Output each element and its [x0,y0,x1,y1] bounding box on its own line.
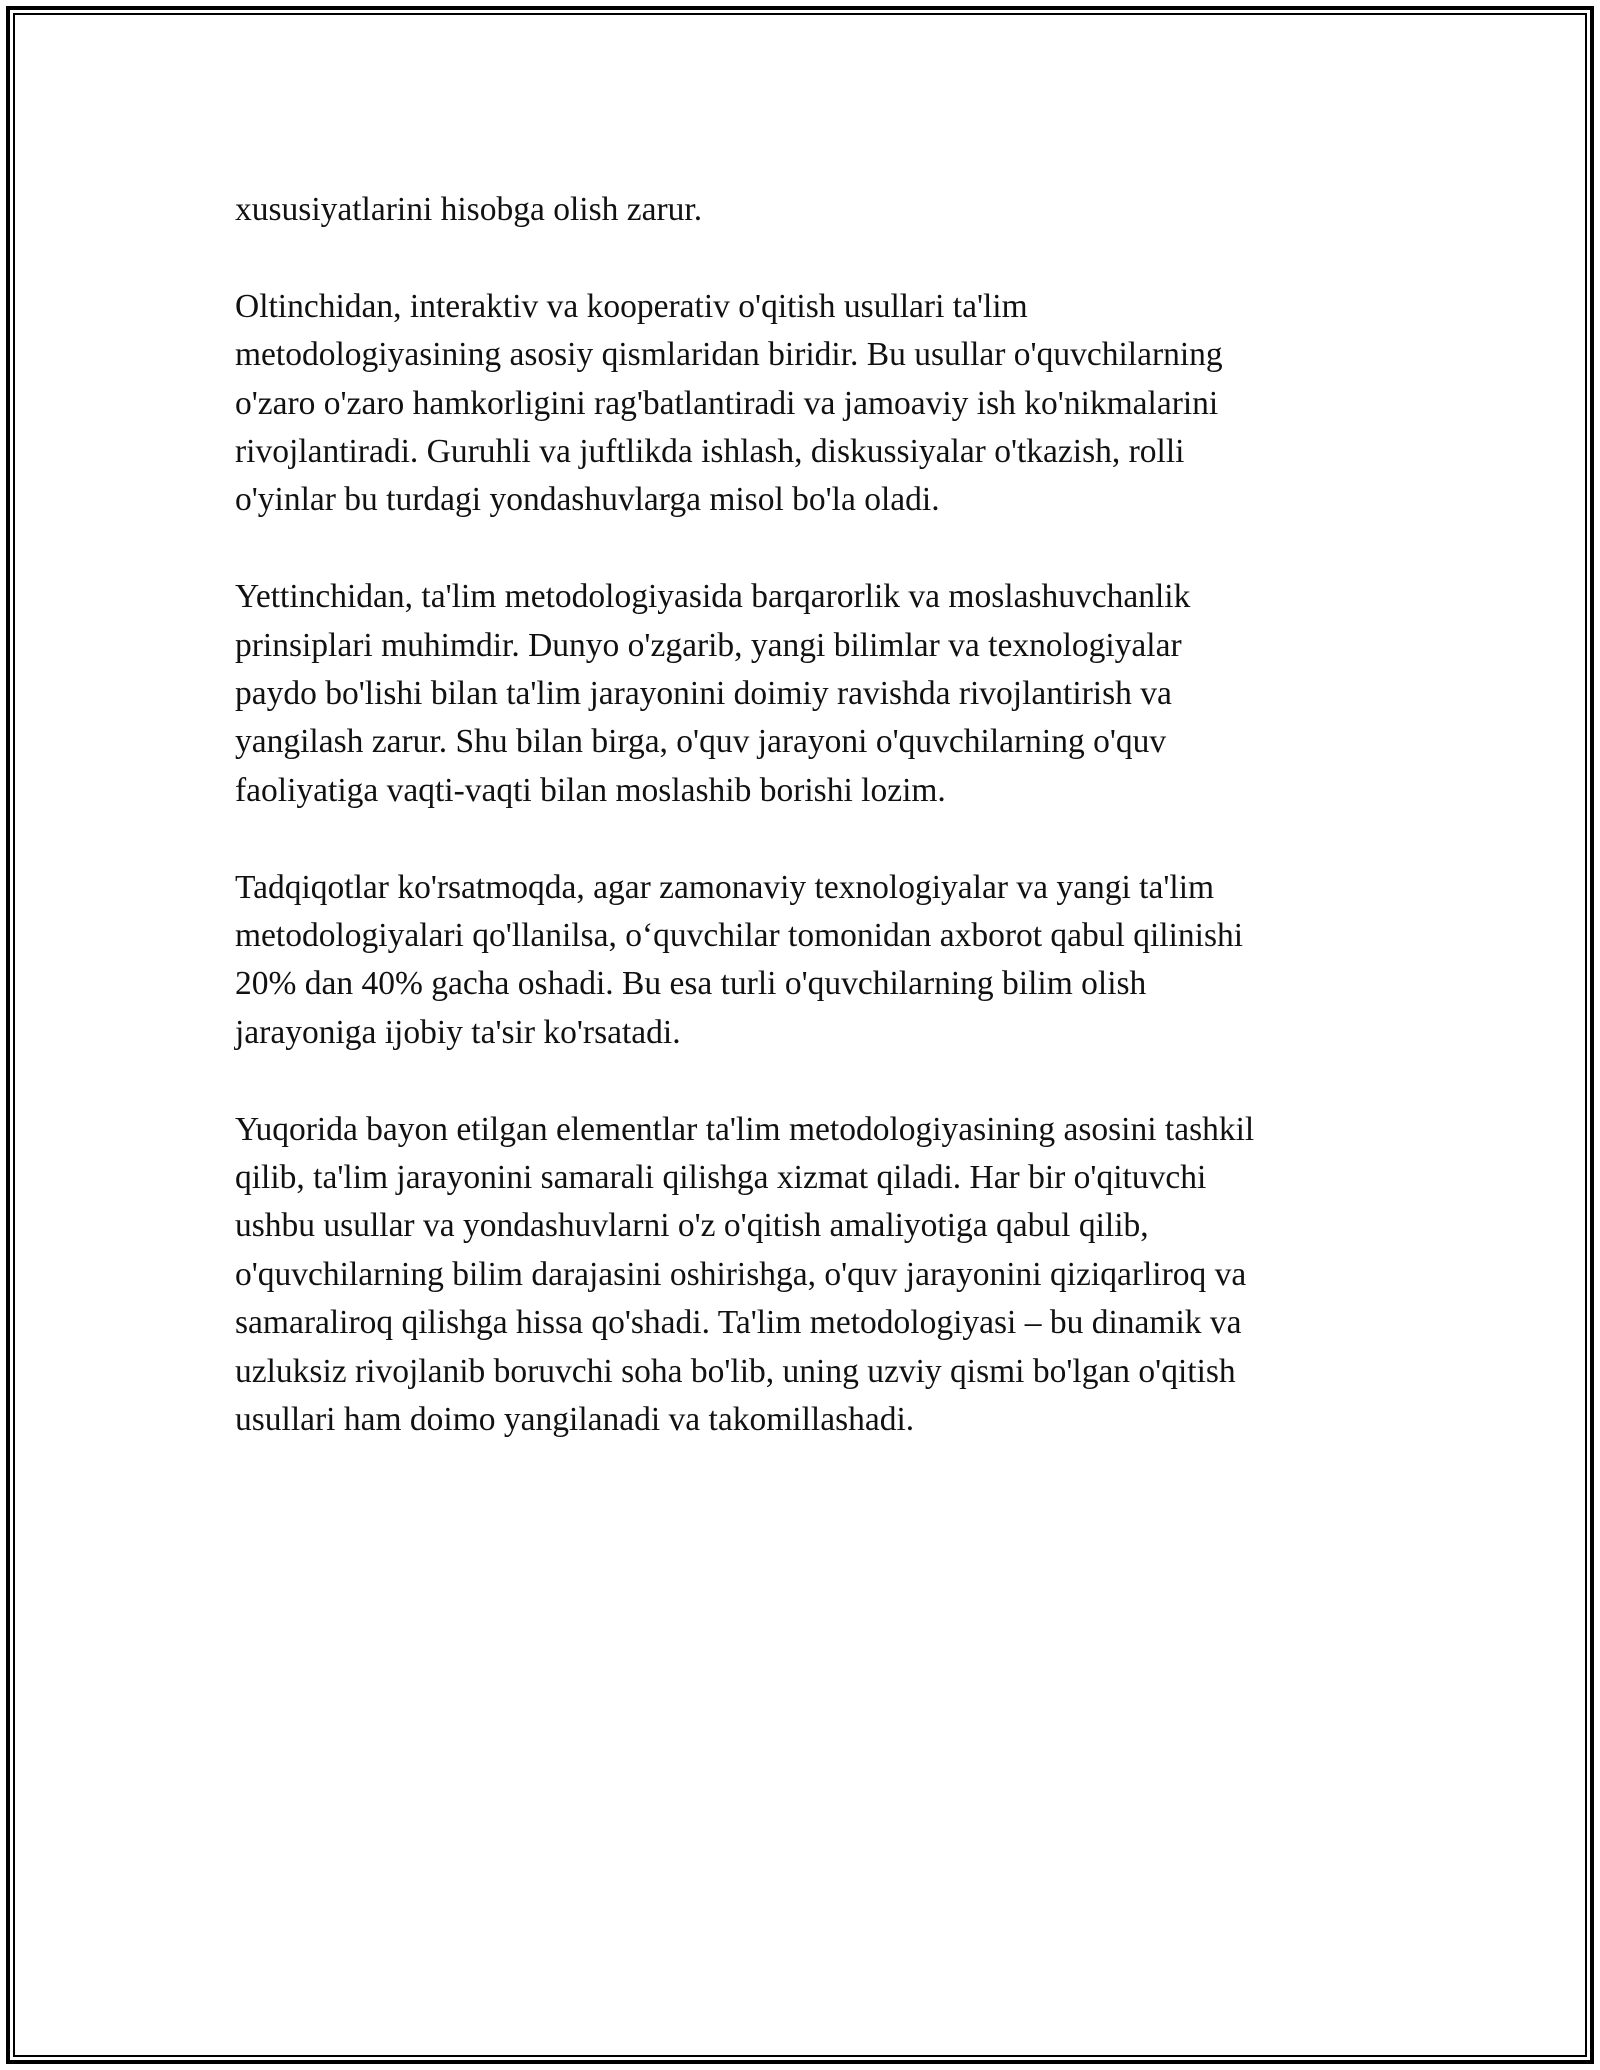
text-line: o'zaro o'zaro hamkorligini rag'batlantiradi va jamoaviy ish ko'nikmalarini [235,384,1219,422]
text-line: Yuqorida bayon etilgan elementlar ta'lim metodologiyasining asosini tashkil [235,1110,1255,1148]
paragraph-sixth-point [235,283,1385,525]
text-line: jarayoniga ijobiy ta'sir ko'rsatadi. [235,1013,681,1051]
paragraph-research [235,864,1385,1058]
document-body [235,186,1385,1445]
text-line: o'quvchilarning bilim darajasini oshirishga, o'quv jarayonini qiziqarliroq va [235,1255,1247,1293]
text-line: samaraliroq qilishga hissa qo'shadi. Ta'lim metodologiyasi – bu dinamik va [235,1304,1242,1342]
text-line: qilib, ta'lim jarayonini samarali qilishga xizmat qiladi. Har bir o'qituvchi [235,1159,1207,1197]
text-line: Oltinchidan, interaktiv va kooperativ o'qitish usullari ta'lim [235,287,1028,325]
text-line: metodologiyasining asosiy qismlaridan biridir. Bu usullar o'quvchilarning [235,336,1223,374]
paragraph-seventh-point [235,573,1385,815]
paragraph-conclusion [235,1106,1385,1445]
paragraph-continuation [235,186,1385,234]
text-line: prinsiplari muhimdir. Dunyo o'zgarib, yangi bilimlar va texnologiyalar [235,626,1182,664]
text-line: paydo bo'lishi bilan ta'lim jarayonini doimiy ravishda rivojlantirish va [235,675,1172,713]
text-line: Yettinchidan, ta'lim metodologiyasida barqarorlik va moslashuvchanlik [235,578,1191,616]
text-line: Tadqiqotlar ko'rsatmoqda, agar zamonaviy texnologiyalar va yangi ta'lim [235,868,1215,906]
text-line: o'yinlar bu turdagi yondashuvlarga misol bo'la oladi. [235,481,940,519]
text-line: faoliyatiga vaqti-vaqti bilan moslashib borishi lozim. [235,771,946,809]
text-line: usullari ham doimo yangilanadi va takomillashadi. [235,1401,915,1439]
text-line: yangilash zarur. Shu bilan birga, o'quv jarayoni o'quvchilarning o'quv [235,723,1167,761]
text-line: 20% dan 40% gacha oshadi. Bu esa turli o'quvchilarning bilim olish [235,965,1147,1003]
text-line: xususiyatlarini hisobga olish zarur. [235,191,703,228]
text-line: uzluksiz rivojlanib boruvchi soha bo'lib, uning uzviy qismi bo'lgan o'qitish [235,1352,1236,1390]
text-line: ushbu usullar va yondashuvlarni o'z o'qitish amaliyotiga qabul qilib, [235,1207,1149,1245]
text-line: rivojlantiradi. Guruhli va juftlikda ishlash, diskussiyalar o'tkazish, rolli [235,433,1185,471]
text-line: metodologiyalari qo'llanilsa, o‘quvchilar tomonidan axborot qabul qilinishi [235,917,1244,955]
